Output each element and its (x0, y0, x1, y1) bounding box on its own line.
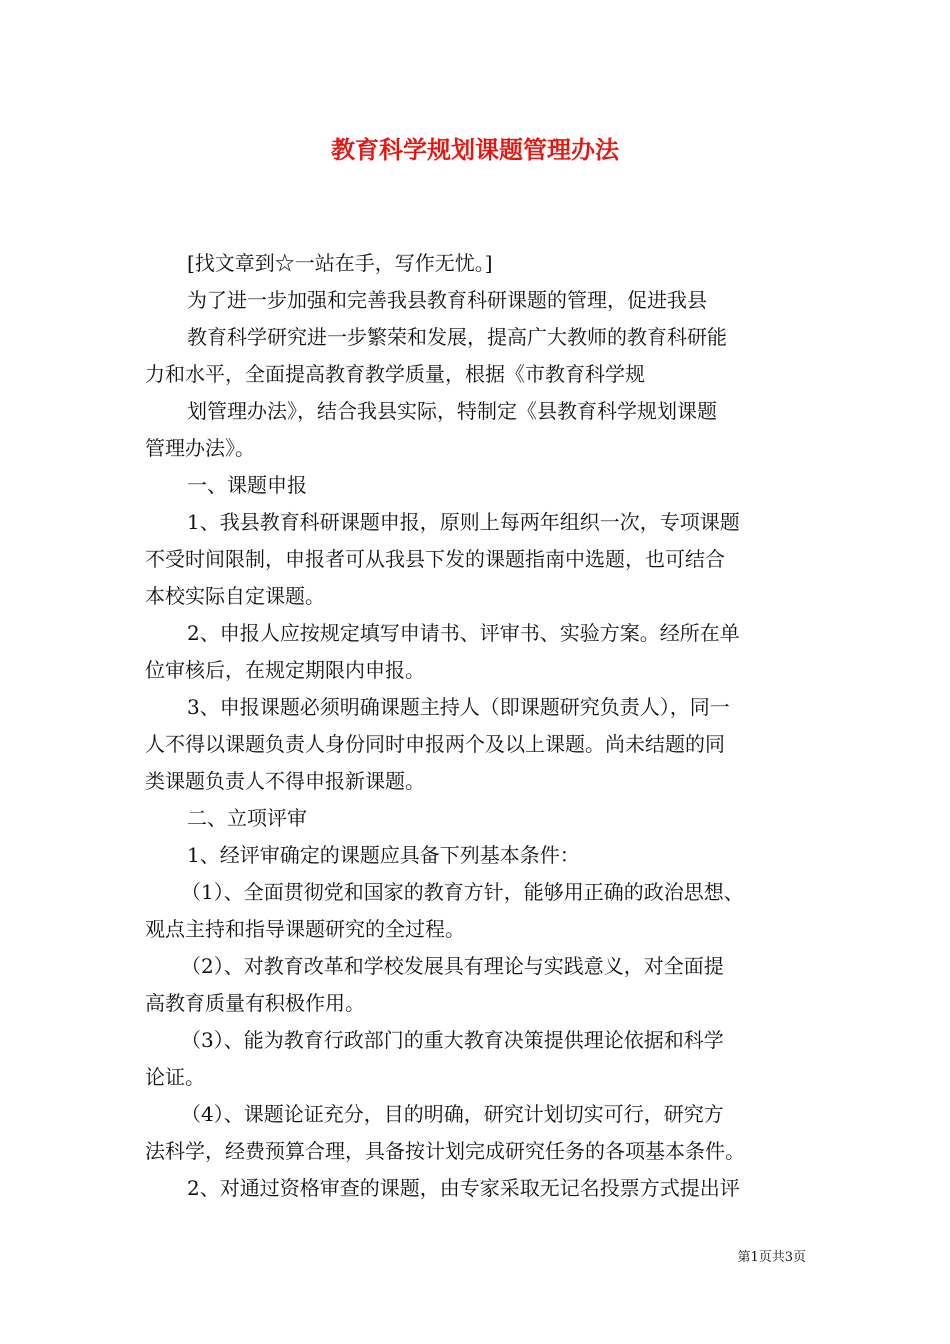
body-line: 1、我县教育科研课题申报，原则上每两年组织一次，专项课题 (187, 510, 740, 534)
body-line: 1、经评审确定的课题应具备下列基本条件： (187, 843, 580, 867)
body-line: 论证。 (145, 1065, 205, 1089)
body-line: 人不得以课题负责人身份同时申报两个及以上课题。尚未结题的同 (145, 732, 725, 756)
body-line: 不受时间限制，申报者可从我县下发的课题指南中选题，也可结合 (145, 547, 725, 571)
body-line: 类课题负责人不得申报新课题。 (145, 769, 425, 793)
body-line: 为了进一步加强和完善我县教育科研课题的管理，促进我县 (187, 288, 707, 312)
page-number: 第1页共3页 (737, 1250, 806, 1265)
body-line: （1）、全面贯彻党和国家的教育方针，能够用正确的政治思想、 (181, 880, 744, 904)
body-line: 3、申报课题必须明确课题主持人（即课题研究负责人），同一 (187, 695, 730, 719)
body-line: （4）、课题论证充分，目的明确，研究计划切实可行，研究方 (181, 1102, 724, 1126)
body-line: 管理办法》。 (145, 436, 255, 460)
body-line: 教育科学研究进一步繁荣和发展，提高广大教师的教育科研能 (187, 325, 727, 349)
section-heading: 一、课题申报 (187, 473, 307, 497)
body-line: 2、申报人应按规定填写申请书、评审书、实验方案。经所在单 (187, 621, 740, 645)
body-line: 高教育质量有积极作用。 (145, 991, 365, 1015)
document-body (145, 245, 815, 1207)
body-line: 法科学，经费预算合理，具备按计划完成研究任务的各项基本条件。 (145, 1139, 745, 1163)
body-line: 本校实际自定课题。 (145, 584, 325, 608)
section-heading: 二、立项评审 (187, 806, 307, 830)
body-line: [找文章到☆一站在手，写作无忧。] (187, 251, 493, 275)
document-title: 教育科学规划课题管理办法 (331, 135, 619, 164)
body-line: 力和水平，全面提高教育教学质量，根据《市教育科学规 (145, 362, 645, 386)
body-line: （2）、对教育改革和学校发展具有理论与实践意义，对全面提 (181, 954, 724, 978)
body-line: 观点主持和指导课题研究的全过程。 (145, 917, 465, 941)
body-line: 位审核后，在规定期限内申报。 (145, 658, 425, 682)
body-line: 2、对通过资格审查的课题，由专家采取无记名投票方式提出评 (187, 1176, 740, 1200)
body-line: 划管理办法》，结合我县实际，特制定《县教育科学规划课题 (187, 399, 717, 423)
body-line: （3）、能为教育行政部门的重大教育决策提供理论依据和科学 (181, 1028, 724, 1052)
